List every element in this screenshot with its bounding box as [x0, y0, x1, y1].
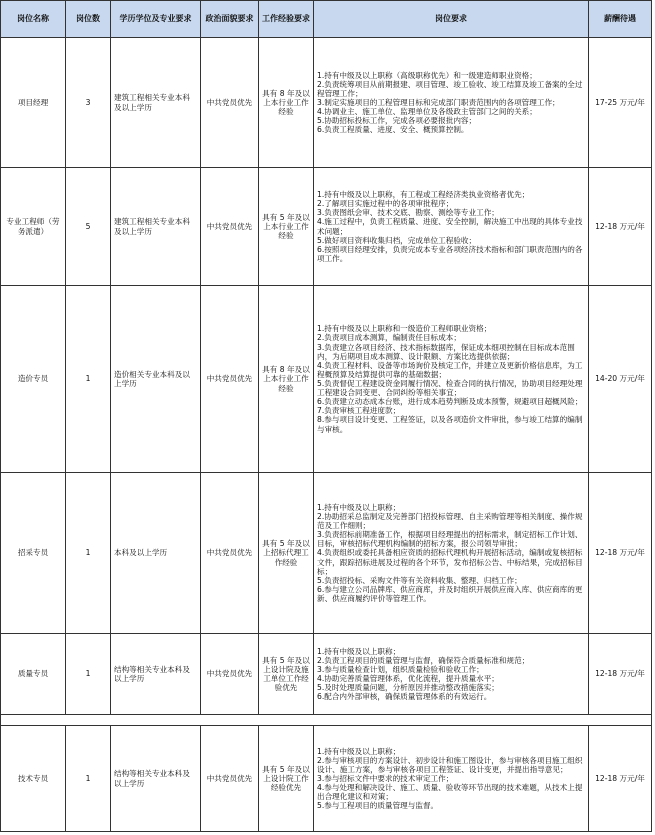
- requirement-item: 7.负责审核工程进度款；: [317, 406, 401, 416]
- table-row: [1, 38, 652, 168]
- job-requirements: [314, 634, 589, 715]
- header-count: 岗位数: [66, 1, 111, 38]
- table-header-row: [1, 1, 652, 38]
- experience-requirement: 具有 5 年及以上设计院及施工单位工作经验优先: [259, 634, 314, 715]
- header-requirements: 岗位要求: [314, 1, 589, 38]
- job-requirements: [314, 168, 589, 286]
- political-requirement: 中共党员优先: [201, 38, 259, 168]
- requirement-item: 1.持有中级及以上职称；: [317, 746, 401, 756]
- requirement-item: 2.参与审核项目的方案设计、初步设计和施工图设计，参与审核各项目施工组织设计、施工方案，参与审核各项目工程签证、设计变更，并提出指导意见；: [317, 755, 583, 774]
- requirement-item: 6.参与建立公司品牌库、供应商库，并及时组织开展供应商入库、供应商库的更新、供应商履约评价等管理工作。: [317, 584, 583, 603]
- position-count: 1: [66, 726, 111, 832]
- requirement-item: 5.负责督促工程建设资金同履行情况、检查合同的执行情况，协助项目经理处理工程建设合同变更、合同纠纷等相关事宜；: [317, 379, 583, 398]
- requirement-item: 4.负责工程材料、设备等市场询价及核定工作，并建立及更新价格信息库，为工程概预算及结算提供可靠的基础数据；: [317, 360, 583, 379]
- requirement-item: 5.协助招标投标工作，完成各项必要报批内容；: [317, 116, 477, 126]
- requirement-item: 5.及时处理质量问题，分析原因并推动整改措施落实；: [317, 683, 499, 693]
- job-requirements: [314, 726, 589, 832]
- experience-requirement: 具有 8 年及以上本行业工作经验: [259, 286, 314, 473]
- salary: 17-25 万元/年: [589, 38, 652, 168]
- position-name: 质量专员: [1, 634, 66, 715]
- requirement-item: 4.施工过程中，负责工程质量、进度、安全控制，解决施工中出现的具体专业技术问题；: [317, 217, 583, 236]
- table-row: [1, 726, 652, 832]
- requirement-item: 2.负责统筹项目从前期报建、项目管理、竣工验收、竣工结算及竣工备案的全过程管理工作；: [317, 79, 583, 98]
- requirement-item: 1.持有中级及以上职称和一级造价工程师职业资格；: [317, 324, 492, 334]
- political-requirement: 中共党员优先: [201, 473, 259, 634]
- political-requirement: 中共党员优先: [201, 726, 259, 832]
- table-row: [1, 473, 652, 634]
- header-education: 学历学位及专业要求: [111, 1, 201, 38]
- job-requirements: [314, 286, 589, 473]
- position-name: 技术专员: [1, 726, 66, 832]
- education-requirement: 结构等相关专业本科及以上学历: [111, 634, 201, 715]
- position-count: 1: [66, 473, 111, 634]
- education-requirement: 结构等相关专业本科及以上学历: [111, 726, 201, 832]
- requirement-item: 3.参与招标文件中要求的技术审定工作；: [317, 773, 454, 783]
- requirement-item: 2.了解项目实施过程中的各项审批程序；: [317, 199, 454, 209]
- requirement-item: 2.负责工程项目的质量管理与监督，确保符合质量标准和规范；: [317, 655, 530, 665]
- requirement-item: 2.负责项目成本测算，编制责任目标成本；: [317, 333, 461, 343]
- salary: 14-20 万元/年: [589, 286, 652, 473]
- requirement-item: 6.负责建立动态成本台账，进行成本趋势判断及成本预警，规避项目超概风险；: [317, 397, 583, 407]
- requirement-item: 1.持有中级及以上职称；: [317, 502, 401, 512]
- requirement-item: 4.协调业主、施工单位、监理单位及各级政主管部门之间的关系；: [317, 107, 537, 117]
- header-experience: 工作经验要求: [259, 1, 314, 38]
- requirement-item: 1.持有中级及以上职称；: [317, 646, 401, 656]
- political-requirement: 中共党员优先: [201, 168, 259, 286]
- salary: 12-18 万元/年: [589, 473, 652, 634]
- table-row: [1, 634, 652, 715]
- political-requirement: 中共党员优先: [201, 634, 259, 715]
- experience-requirement: 具有 5 年及以上设计院工作经验优先: [259, 726, 314, 832]
- requirement-item: 3.参与质量检查计划，组织质量检验和验收工作；: [317, 664, 484, 674]
- requirement-item: 5.负责招投标、采购文件等有关资料收集、整理、归档工作；: [317, 575, 522, 585]
- requirement-item: 4.负责组织或委托具备相应资质的招标代理机构开展招标活动，编制或复核招标文件，跟踪招标进展及过程的各个环节，发布招标公告、中标结果，完成招标目标；: [317, 548, 583, 576]
- job-requirements: [314, 473, 589, 634]
- position-count: 3: [66, 38, 111, 168]
- education-requirement: 建筑工程相关专业本科及以上学历: [111, 38, 201, 168]
- requirement-item: 3.负责图纸会审、技术交底、勘察、测绘等专业工作；: [317, 208, 499, 218]
- position-name: 造价专员: [1, 286, 66, 473]
- political-requirement: 中共党员优先: [201, 286, 259, 473]
- position-count: 1: [66, 286, 111, 473]
- position-count: 5: [66, 168, 111, 286]
- job-requirements: [314, 38, 589, 168]
- requirement-item: 2.协助招采总监制定及完善部门招投标管理、自主采购管理等相关制度、操作规范及工作细则；: [317, 512, 583, 531]
- header-political: 政治面貌要求: [201, 1, 259, 38]
- position-count: 1: [66, 634, 111, 715]
- requirement-item: 4.协助完善质量管理体系，优化流程，提升质量水平；: [317, 674, 499, 683]
- header-salary: 薪酬待遇: [589, 1, 652, 38]
- requirement-item: 1.持有中级及以上职称，有工程或工程经济类执业资格者优先；: [317, 190, 530, 200]
- position-name: 专业工程师（劳务派遣）: [1, 168, 66, 286]
- education-requirement: 本科及以上学历: [111, 473, 201, 634]
- table-gap: [1, 715, 652, 726]
- requirement-item: 6.负责工程质量、进度、安全、概预算控制。: [317, 125, 469, 135]
- header-position: 岗位名称: [1, 1, 66, 38]
- education-requirement: 建筑工程相关专业本科及以上学历: [111, 168, 201, 286]
- requirement-item: 5.做好项目资料收集归档，完成单位工程验收；: [317, 235, 477, 245]
- requirement-item: 5.参与工程项目的质量管理与监督。: [317, 801, 439, 811]
- table-row: [1, 286, 652, 473]
- requirement-item: 3.负责招标前期准备工作，根据项目经理提出的招标需求，制定招标工作计划、目标，审核招标代理机构编制的招标方案，报公司领导审批；: [317, 530, 583, 549]
- table-row: [1, 168, 652, 286]
- requirement-item: 6.配合内外部审核，确保质量管理体系的有效运行。: [317, 692, 492, 702]
- experience-requirement: 具有 5 年及以上招标代理工作经验: [259, 473, 314, 634]
- salary: 12-18 万元/年: [589, 634, 652, 715]
- requirement-item: 3.负责建立各项目经济、技术指标数据库，保证成本细项控制在目标成本范围内，为后期项目成本测算、设计限额、方案比选提供依据；: [317, 342, 575, 361]
- requirement-item: 8.参与项目设计变更、工程签证，以及各项造价文件审批，参与竣工结算的编制与审核。: [317, 415, 583, 434]
- requirement-item: 4.参与处理和解决设计、施工、质量、验收等环节出现的技术难题，从技术上提出合理化建议和对策；: [317, 783, 583, 802]
- requirement-item: 6.按照项目经理安排，负责完成本专业各项经济技术指标和部门职责范围内的各项工作。: [317, 244, 583, 263]
- salary: 12-18 万元/年: [589, 168, 652, 286]
- education-requirement: 造价相关专业本科及以上学历: [111, 286, 201, 473]
- experience-requirement: 具有 8 年及以上本行业工作经验: [259, 38, 314, 168]
- position-name: 招采专员: [1, 473, 66, 634]
- experience-requirement: 具有 5 年及以上本行业工作经验: [259, 168, 314, 286]
- salary: 12-18 万元/年: [589, 726, 652, 832]
- requirement-item: 1.持有中级及以上职称（高级职称优先）和一级建造师职业资格；: [317, 70, 537, 80]
- position-name: 项目经理: [1, 38, 66, 168]
- requirement-item: 3.制定实施项目的工程管理目标和完成部门职责范围内的各项管理工作；: [317, 97, 560, 107]
